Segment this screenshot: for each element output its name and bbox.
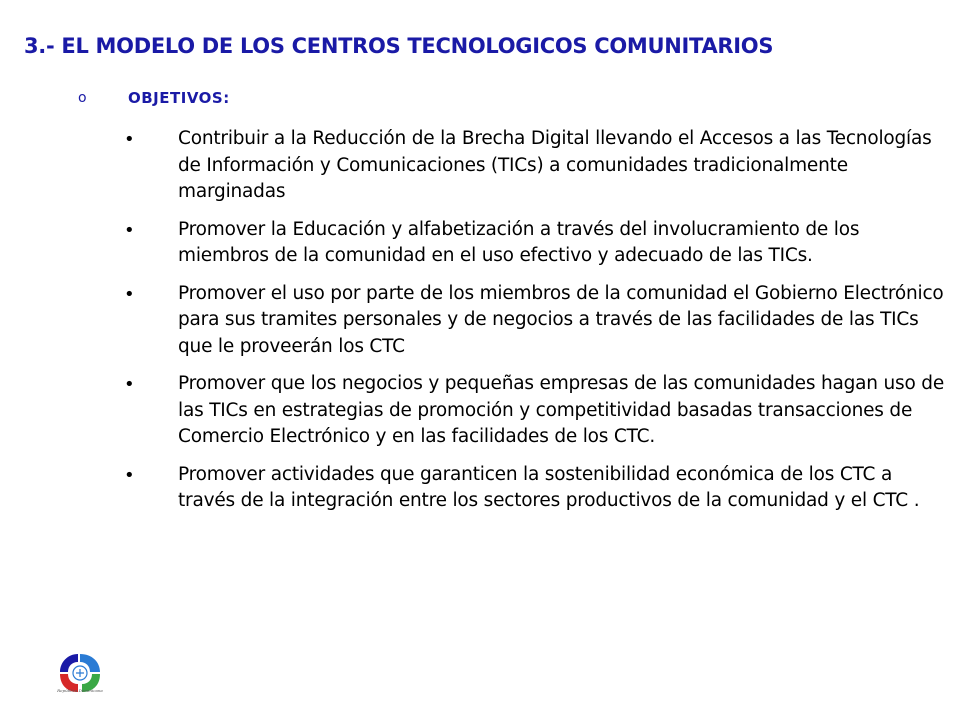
bullet-text: Promover que los negocios y pequeñas empresas de las comunidades hagan uso de las TICs en estrategias de promoción y competitividad basadas transacciones de Comercio Electrónico y en las facilidades de los CTC.	[178, 373, 944, 447]
bullet-icon: •	[124, 464, 135, 486]
list-item	[118, 371, 948, 451]
list-item	[118, 462, 948, 515]
bullet-text: Promover la Educación y alfabetización a través del involucramiento de los miembros de la comunidad en el uso efectivo y adecuado de las TICs.	[178, 218, 860, 266]
list-item	[118, 217, 948, 270]
logo-caption: República Dominicana	[57, 688, 103, 693]
bullet-icon: •	[124, 129, 135, 150]
section-label: OBJETIVOS:	[128, 89, 230, 107]
objectives-list	[118, 126, 948, 526]
section-heading	[72, 89, 230, 107]
bullet-icon: •	[124, 283, 135, 305]
bullet-text: Promover actividades que garanticen la sostenibilidad económica de los CTC a través de la integración entre los sectores productivos de la comunidad y el CTC .	[178, 463, 920, 511]
list-item	[118, 126, 948, 206]
bullet-text: Promover el uso por parte de los miembros de la comunidad el Gobierno Electrónico para sus tramites personales y de negocios a través de las facilidades de las TICs que le proveerán los CTC	[178, 282, 944, 357]
bullet-icon: •	[124, 374, 135, 395]
list-item	[118, 281, 948, 361]
section-marker: o	[78, 90, 87, 106]
bullet-icon: •	[124, 219, 135, 241]
bullet-text: Contribuir a la Reducción de la Brecha Digital llevando el Accesos a las Tecnologías de Información y Comunicaciones (TICs) a comunidades tradicionalmente marginadas	[178, 128, 932, 202]
slide-title: 3.- EL MODELO DE LOS CENTROS TECNOLOGICOS COMUNITARIOS	[24, 34, 774, 58]
